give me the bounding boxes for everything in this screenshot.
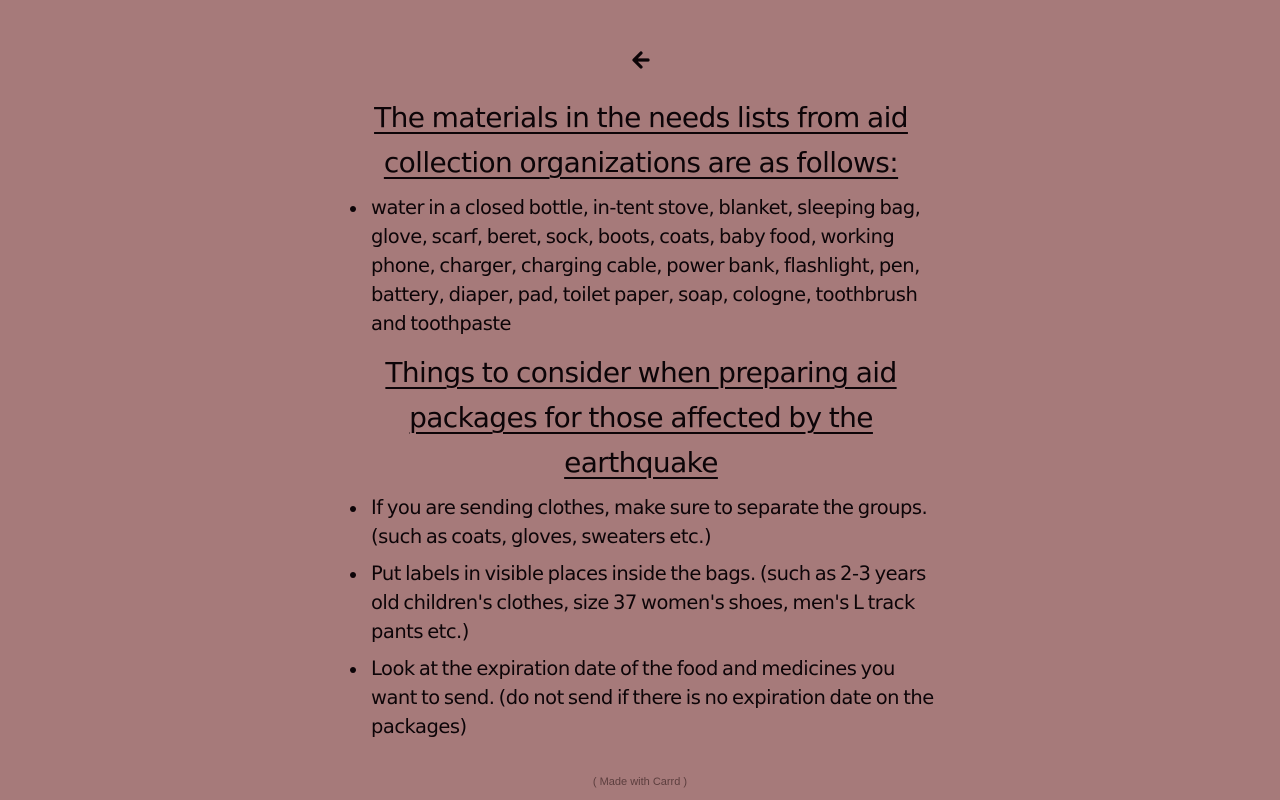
arrow-left-icon <box>632 51 650 69</box>
back-button[interactable] <box>629 51 653 75</box>
list-item: If you are sending clothes, make sure to separate the groups. (such as coats, gloves, sweaters etc.) <box>371 493 936 551</box>
list-item: Put labels in visible places inside the bags. (such as 2-3 years old children's clothes, size 37 women's shoes, men's L track pants etc.) <box>371 559 936 646</box>
considerations-list <box>346 493 936 741</box>
page-content <box>346 48 936 749</box>
list-item: Look at the expiration date of the food and medicines you want to send. (do not send if there is no expiration date on the packages) <box>371 654 936 741</box>
list-item: water in a closed bottle, in-tent stove, blanket, sleeping bag, glove, scarf, beret, sock, boots, coats, baby food, working phone, charger, charging cable, power bank, flashlight, pen, battery, diaper, pad, toilet paper, soap, cologne, toothbrush and toothpaste <box>371 193 936 338</box>
considerations-heading: Things to consider when preparing aid packages for those affected by the earthquake <box>385 356 897 479</box>
materials-list <box>346 193 936 338</box>
made-with-carrd-link[interactable]: ( Made with Carrd ) <box>592 776 688 788</box>
materials-heading: The materials in the needs lists from aid collection organizations are as follows: <box>374 101 908 179</box>
